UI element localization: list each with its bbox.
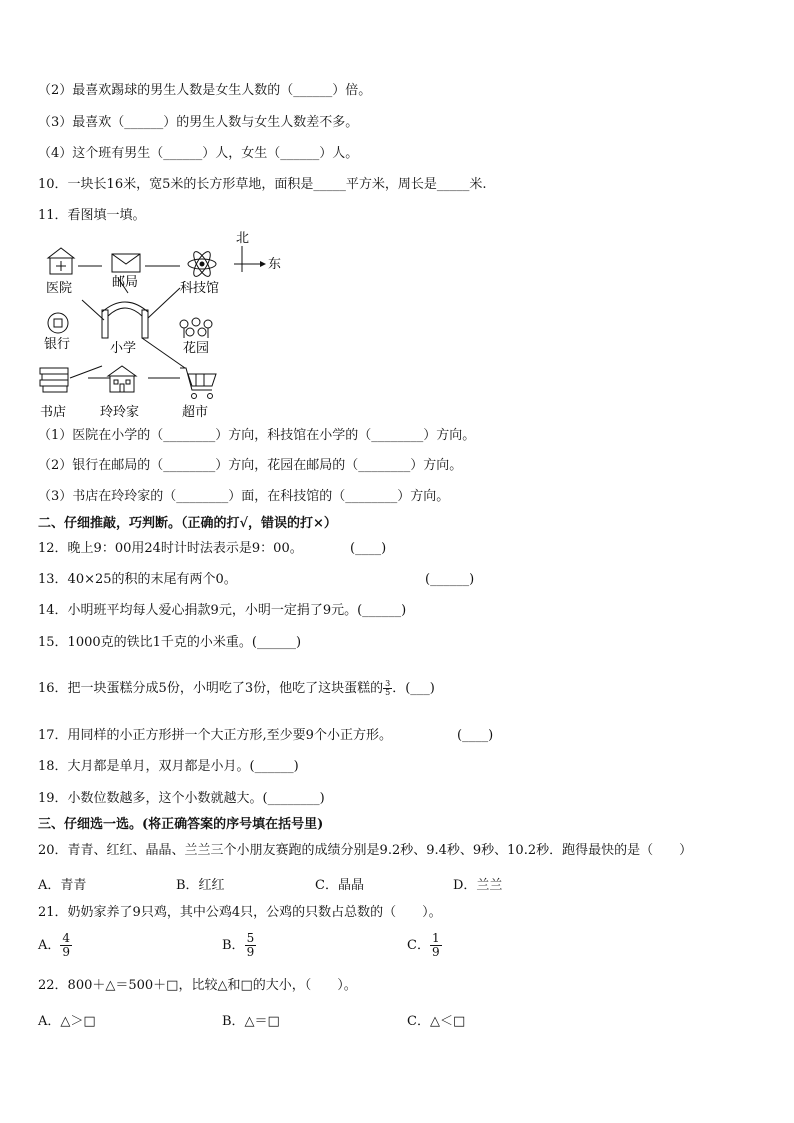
q21-option-c[interactable]: C． $\frac{1}{9}$ — [407, 931, 440, 959]
books-icon — [40, 368, 68, 392]
coin-icon — [48, 313, 68, 333]
q12: 12．晚上9：00用24时计时法表示是9：00。 — [38, 541, 303, 556]
section2-heading: 二、仔细推敲，巧判断。（正确的打√，错误的打×） — [38, 516, 337, 531]
q14: 14．小明班平均每人爱心捐款9元，小明一定捐了9元。(______) — [38, 603, 407, 618]
q9-sub3: （3）最喜欢（______）的男生人数与女生人数差不多。 — [38, 115, 359, 130]
atom-icon — [188, 249, 216, 278]
q13: 13．40×25的积的末尾有两个0。 — [38, 572, 237, 587]
school-label: 小学 — [110, 341, 137, 356]
q17: 17．用同样的小正方形拼一个大正方形,至少要9个小正方形。 — [38, 728, 392, 743]
q20: 20．青青、红红、晶晶、兰兰三个小朋友赛跑的成绩分别是9.2秒、9.4秒、9秒、10.2秒．跑得最快的是（ ） — [38, 843, 693, 858]
q11-sub1: （1）医院在小学的（________）方向，科技馆在小学的（________）方向。 — [38, 428, 476, 443]
q21-option-a-fraction: $\frac{4}{9}$ — [62, 931, 71, 959]
section3-heading: 三、仔细选一选。(将正确答案的序号填在括号里) — [38, 817, 324, 832]
compass-icon — [234, 246, 266, 272]
hospital-icon — [48, 248, 74, 274]
north-label: 北 — [236, 231, 250, 246]
q11-sub2: （2）银行在邮局的（________）方向，花园在邮局的（________）方向。 — [38, 458, 463, 473]
science-museum-label: 科技馆 — [180, 281, 220, 296]
post-office-label: 邮局 — [112, 275, 139, 290]
q16-text: 16．把一块蛋糕分成5份，小明吃了3份，他吃了这块蛋糕的 — [38, 681, 384, 696]
house-icon — [108, 366, 136, 392]
q20-option-b[interactable]: B．红红 — [176, 878, 225, 893]
q13-answer-blank[interactable]: (______) — [425, 572, 475, 587]
hospital-label: 医院 — [46, 281, 73, 296]
q10: 10．一块长16米，宽5米的长方形草地，面积是_____平方米，周长是_____米. — [38, 177, 487, 192]
east-label: 东 — [268, 257, 282, 272]
shopping-cart-icon — [180, 368, 216, 399]
q21-option-b[interactable]: B． $\frac{5}{9}$ — [222, 931, 255, 959]
q20-option-d[interactable]: D．兰兰 — [453, 878, 503, 893]
q21-option-b-fraction: $\frac{5}{9}$ — [246, 931, 255, 959]
bookstore-label: 书店 — [40, 405, 67, 420]
envelope-icon — [112, 254, 140, 272]
q19: 19．小数位数越多，这个小数就越大。(________) — [38, 791, 325, 806]
q17-answer-blank[interactable]: (____) — [457, 728, 494, 743]
supermarket-label: 超市 — [182, 405, 209, 420]
q9-sub4: （4）这个班有男生（______）人，女生（______）人。 — [38, 146, 359, 161]
garden-label: 花园 — [183, 341, 210, 356]
q15: 15．1000克的铁比1千克的小米重。(______) — [38, 635, 302, 650]
q9-sub2: （2）最喜欢踢球的男生人数是女生人数的（______）倍。 — [38, 83, 372, 98]
q22-option-c[interactable]: C．△＜□ — [407, 1014, 466, 1029]
q12-answer-blank[interactable]: (____) — [350, 541, 387, 556]
q11-title: 11．看图填一填。 — [38, 208, 146, 223]
q16 — [38, 680, 435, 697]
q21-option-a[interactable]: A． $\frac{4}{9}$ — [38, 931, 71, 959]
q16-fraction: $\frac{3}{5}$ — [385, 679, 391, 697]
flower-icon — [180, 318, 212, 338]
q20-option-c[interactable]: C．晶晶 — [315, 878, 364, 893]
q22-option-b[interactable]: B．△＝□ — [222, 1014, 280, 1029]
q21-option-c-fraction: $\frac{1}{9}$ — [431, 931, 440, 959]
q11-sub3: （3）书店在玲玲家的（________）面，在科技馆的（________）方向。 — [38, 489, 450, 504]
q21: 21．奶奶家养了9只鸡，其中公鸡4只，公鸡的只数占总数的（ ）。 — [38, 905, 442, 920]
q20-option-a[interactable]: A．青青 — [38, 878, 87, 893]
q16-answer-blank[interactable]: ．(___) — [392, 681, 435, 696]
bank-label: 银行 — [44, 337, 71, 352]
q22: 22．800＋△＝500＋□，比较△和□的大小，（ ）。 — [38, 978, 357, 993]
q22-option-a[interactable]: A．△＞□ — [38, 1014, 96, 1029]
q18: 18．大月都是单月，双月都是小月。(______) — [38, 759, 299, 774]
direction-map — [30, 228, 290, 423]
lingling-home-label: 玲玲家 — [100, 405, 140, 420]
school-gate-icon — [102, 302, 148, 338]
